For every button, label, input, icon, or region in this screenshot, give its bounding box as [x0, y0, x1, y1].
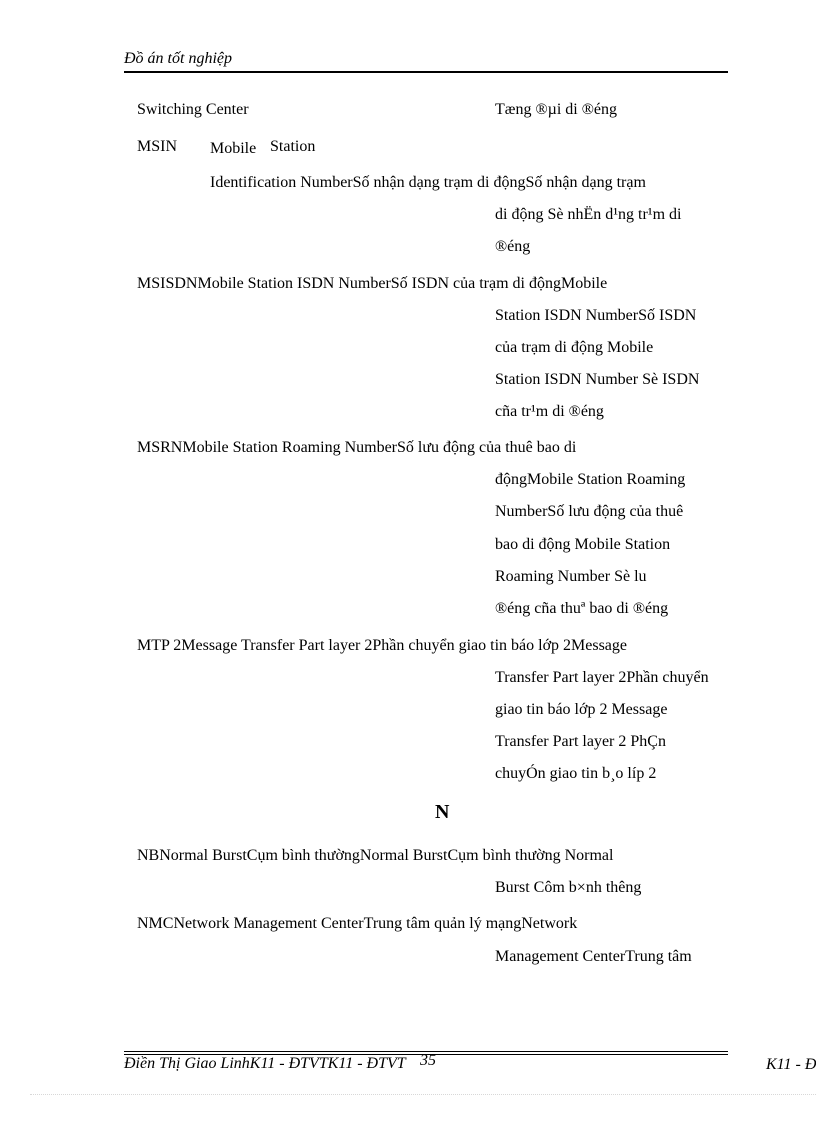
entry-line: Station	[270, 138, 316, 155]
entry-line: Mobile	[210, 140, 257, 157]
entry-line: Roaming Number Sè lu	[495, 568, 647, 585]
entry-line: NumberSố lưu động của thuê	[495, 503, 684, 520]
entry-line: bao di động Mobile Station	[495, 536, 671, 553]
entry-line: cña tr¹m di ®éng	[495, 403, 604, 420]
entry-line: Transfer Part layer 2 PhÇn	[495, 733, 666, 750]
entry-line: Transfer Part layer 2Phần chuyển	[495, 669, 709, 686]
entry-line: MSISDNMobile Station ISDN NumberSố ISDN của trạm di độngMobile	[137, 275, 608, 292]
entry-line: NMCNetwork Management CenterTrung tâm quản lý mạngNetwork	[137, 915, 578, 932]
entry-line: MSRNMobile Station Roaming NumberSố lưu động của thuê bao di	[137, 439, 577, 456]
entry-line: giao tin báo lớp 2 Message	[495, 701, 668, 718]
entry-line: độngMobile Station Roaming	[495, 471, 686, 488]
entry-line: NBNormal BurstCụm bình thườngNormal BurstCụm bình thường Normal	[137, 847, 614, 864]
footer-right-text: K11 - Đ	[766, 1056, 816, 1073]
entry-line: chuyÓn giao tin b¸o líp 2	[495, 765, 657, 782]
footer-author: Điền Thị Giao LinhK11 - ĐTVTK11 - ĐTVT	[124, 1055, 406, 1072]
page-header-title: Đồ án tốt nghiệp	[124, 50, 232, 67]
page-edge-divider	[30, 1094, 816, 1095]
entry-line: của trạm di động Mobile	[495, 339, 654, 356]
page-number: 35	[420, 1052, 436, 1069]
entry-line: MSIN	[137, 138, 178, 155]
section-heading-letter: N	[435, 801, 450, 823]
entry-line: di động Sè nhËn d¹ng tr¹m di	[495, 206, 682, 223]
entry-line: Switching Center	[137, 101, 249, 118]
entry-line: ®éng cña thuª bao di ®éng	[495, 600, 669, 617]
entry-line: Burst Côm b×nh thêng	[495, 879, 642, 896]
entry-line: Station ISDN Number Sè ISDN	[495, 371, 700, 388]
entry-line: Management CenterTrung tâm	[495, 948, 692, 965]
entry-line: ®éng	[495, 238, 531, 255]
entry-line: Tæng ®µi di ®éng	[495, 101, 617, 118]
header-rule	[124, 71, 728, 73]
entry-line: Station ISDN NumberSố ISDN	[495, 307, 697, 324]
entry-line: Identification NumberSố nhận dạng trạm di độngSố nhận dạng trạm	[210, 174, 646, 191]
entry-line: MTP 2Message Transfer Part layer 2Phần chuyển giao tin báo lớp 2Message	[137, 637, 628, 654]
